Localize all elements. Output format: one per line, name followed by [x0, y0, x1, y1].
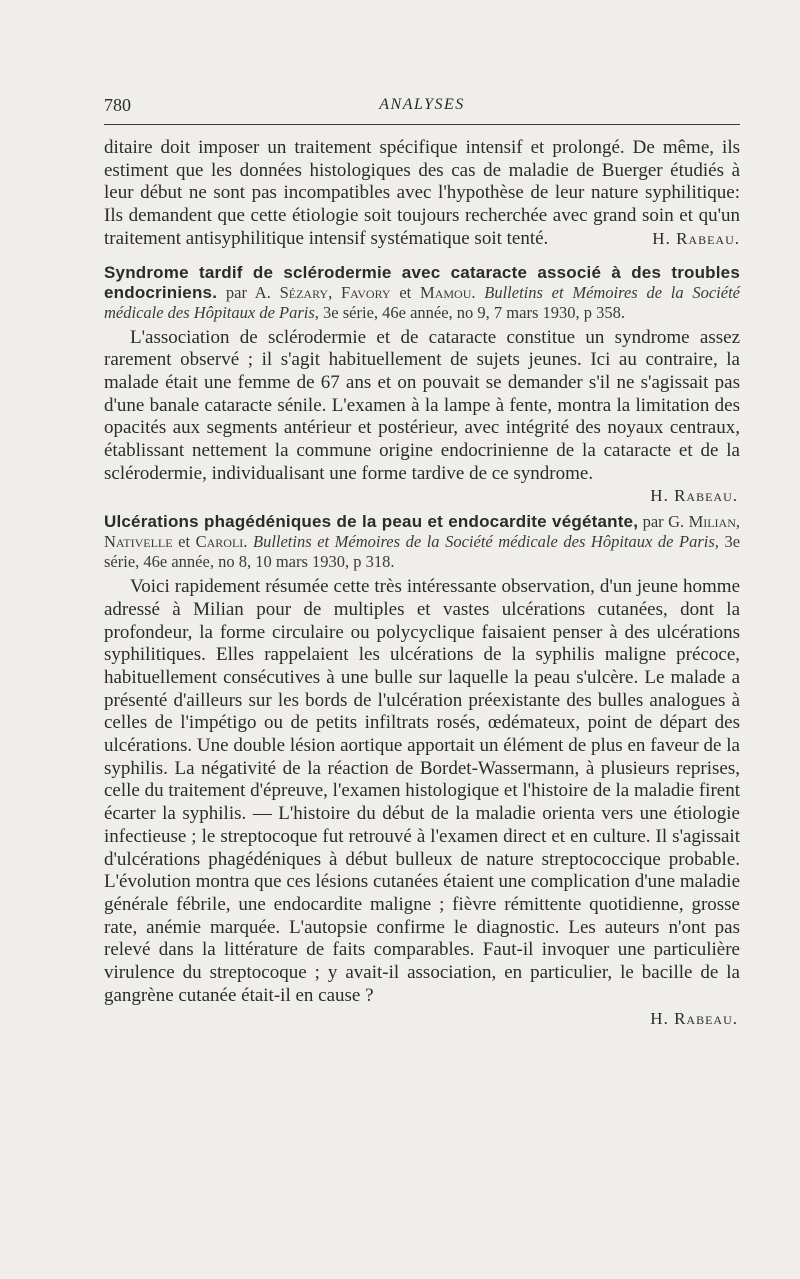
continuation-signature: H. Rabeau.	[652, 228, 740, 248]
page-number: 780	[104, 95, 131, 115]
page	[104, 94, 740, 1030]
article-2-heading	[104, 512, 740, 572]
article-2-details: 3e série, 46e année, no 8, 10 mars 1930, p 318.	[104, 532, 741, 572]
article-1-reference: par A. Sézary, Favory et Mamou. Bulletins et Mémoires de la Société médicale des Hôpitaux de Paris, 3e série, 46e année, no 9, 7 mars 1930, p 358.	[104, 282, 740, 322]
header-rule	[104, 124, 740, 125]
article-1-heading	[104, 263, 740, 323]
page-header	[104, 94, 740, 116]
continuation-text: ditaire doit imposer un traitement spécifique intensif et prolongé. De même, ils estiment que les données histologiques des cas de maladie de Buerger étudiés à leur début ne sont pas incompatibles avec l'hypothèse de leur nature syphilitique: Ils demandent que cette étiologie soit toujours recherchée avec grand soin et qu'un traitement antisyphilitique intensif systématique soit tenté.	[104, 137, 740, 249]
article-1-signature: H. Rabeau.	[650, 486, 738, 506]
article-1-details: 3e série, 46e année, no 9, 7 mars 1930, p 358.	[323, 302, 626, 322]
article-2-journal: Bulletins et Mémoires de la Société médicale des Hôpitaux de Paris,	[252, 532, 719, 552]
article-1-body: L'association de sclérodermie et de cataracte constitue un syndrome assez rarement observé ; il s'agit habituellement de sujets jeunes. Ici au contraire, la malade était une femme de 67 ans et on pouvait se demander s'il ne s'agissait pas d'une banale cataracte sénile. L'examen à la lampe à fente, montra la limitation des opacités aux segments antérieur et postérieur, avec intégrité des noyaux centraux, établissant nettement la commune origine endocrinienne de la cataracte et de la sclérodermie, individualisant une forme tardive de ce syndrome.	[104, 326, 740, 484]
article-2-title: Ulcérations phagédéniques de la peau et endocardite végétante,	[104, 512, 639, 532]
continuation-paragraph	[104, 137, 740, 251]
article-2-body: Voici rapidement résumée cette très intéressante observation, d'un jeune homme adressé à Milian pour de multiples et vastes ulcérations cutanées, dont la profondeur, la forme circulaire ou polycyclique faisaient penser à des ulcérations syphilitiques. Elles rappelaient les ulcérations de la syphilis maligne précoce, habituellement consécutives à une bulle sur laquelle la peau s'ulcère. Le malade a présenté d'ailleurs sur les bords de l'ulcération préexistante des bulles analogues à celles de l'impétigo ou de petits infiltrats rosés, œdémateux, point de départ des ulcérations. Une double lésion aortique apportait un élément de plus en faveur de la syphilis. La négativité de la réaction de Bordet-Wassermann, à plusieurs reprises, celle du traitement d'épreuve, l'examen histologique et l'histoire de la maladie firent écarter la syphilis. — L'histoire du début de la maladie orienta vers une étiologie infectieuse ; le streptocoque fut retrouvé à l'examen direct et en culture. Il s'agissait d'ulcérations phagédéniques à début bulleux de nature streptococcique probable. L'évolution montra que ces lésions cutanées étaient une complication d'une maladie générale fébrile, une endocardite maligne ; fièvre rémittente quotidienne, grosse rate, anémie marquée. L'autopsie confirme le diagnostic. Les auteurs n'ont pas relevé dans la littérature de faits comparables. Faut-il invoquer une particulière virulence du streptocoque ; y avait-il association, en particulier, le bacille de la gangrène cutanée était-il en cause ?	[104, 576, 740, 1006]
running-title: ANALYSES	[379, 96, 465, 113]
article-2-signature: H. Rabeau.	[650, 1008, 738, 1028]
article-1-journal: Bulletins et Mémoires de la Société médicale des Hôpitaux de Paris,	[104, 282, 740, 322]
article-1-title: Syndrome tardif de sclérodermie avec cataracte associé à des troubles endocriniens.	[104, 262, 740, 302]
article-1-authors: Sézary, Favory	[279, 282, 391, 302]
article-2-authors: Milian, Nativelle	[104, 512, 741, 552]
article-2-reference: par G. Milian, Nativelle et Caroli. Bulletins et Mémoires de la Société médicale des Hôpitaux de Paris, 3e série, 46e année, no 8, 10 mars 1930, p 318.	[104, 512, 741, 572]
